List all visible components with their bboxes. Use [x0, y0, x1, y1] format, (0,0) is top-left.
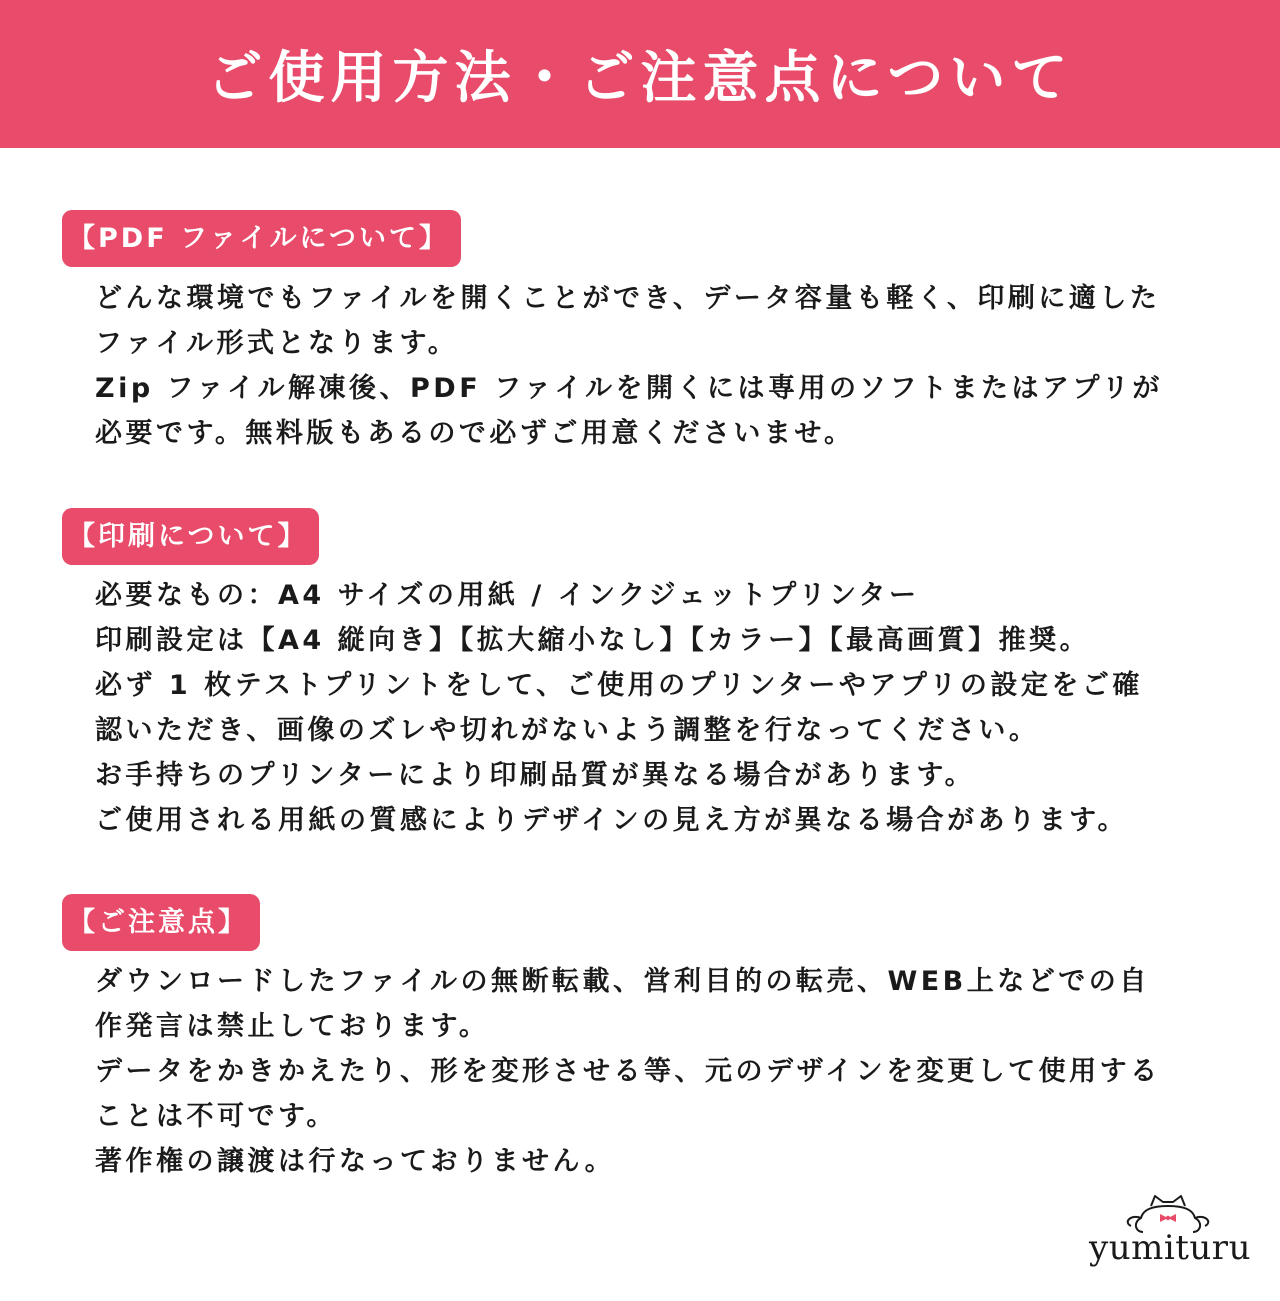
page-title: ご使用方法・ご注意点について	[206, 46, 1074, 111]
text-line: 印刷設定は【A4 縦向き】【拡大縮小なし】【カラー】【最高画質】推奨。	[95, 625, 1091, 656]
text-line: ことは不可です。	[95, 1101, 337, 1132]
section-body-notes	[95, 959, 1225, 1184]
text-line: 認いただき、画像のズレや切れがないよう調整を行なってください。	[95, 715, 1040, 746]
text-line: データをかきかえたり、形を変形させる等、元のデザインを変更して使用する	[95, 1056, 1161, 1087]
section-label-pdf: 【PDF ファイルについて】	[62, 210, 461, 267]
text-line: Zip ファイル解凍後、PDF ファイルを開くには専用のソフトまたはアプリが	[95, 373, 1163, 404]
text-line: ご使用される用紙の質感によりデザインの見え方が異なる場合があります。	[95, 805, 1128, 836]
text-line: 必ず 1 枚テストプリントをして、ご使用のプリンターやアプリの設定をご確	[95, 670, 1143, 701]
section-label-printing: 【印刷について】	[62, 508, 319, 565]
text-line: ファイル形式となります。	[95, 328, 459, 359]
logo-text: yumituru	[1089, 1228, 1251, 1268]
text-line: お手持ちのプリンターにより印刷品質が異なる場合があります。	[95, 760, 976, 791]
brand-logo	[1085, 1192, 1255, 1276]
text-line: 必要です。無料版もあるので必ずご用意くださいませ。	[95, 418, 855, 449]
text-line: 必要なもの：A4 サイズの用紙 / インクジェットプリンター	[95, 580, 920, 611]
section-body-pdf	[95, 276, 1225, 456]
section-label-notes: 【ご注意点】	[62, 894, 260, 951]
text-line: 作発言は禁止しております。	[95, 1011, 490, 1042]
text-line: 著作権の譲渡は行なっておりません。	[95, 1146, 616, 1177]
text-line: どんな環境でもファイルを開くことができ、データ容量も軽く、印刷に適した	[95, 283, 1161, 314]
text-line: ダウンロードしたファイルの無断転載、営利目的の転売、WEB上などでの自	[95, 966, 1150, 997]
page-header	[0, 0, 1280, 148]
section-body-printing	[95, 573, 1225, 843]
